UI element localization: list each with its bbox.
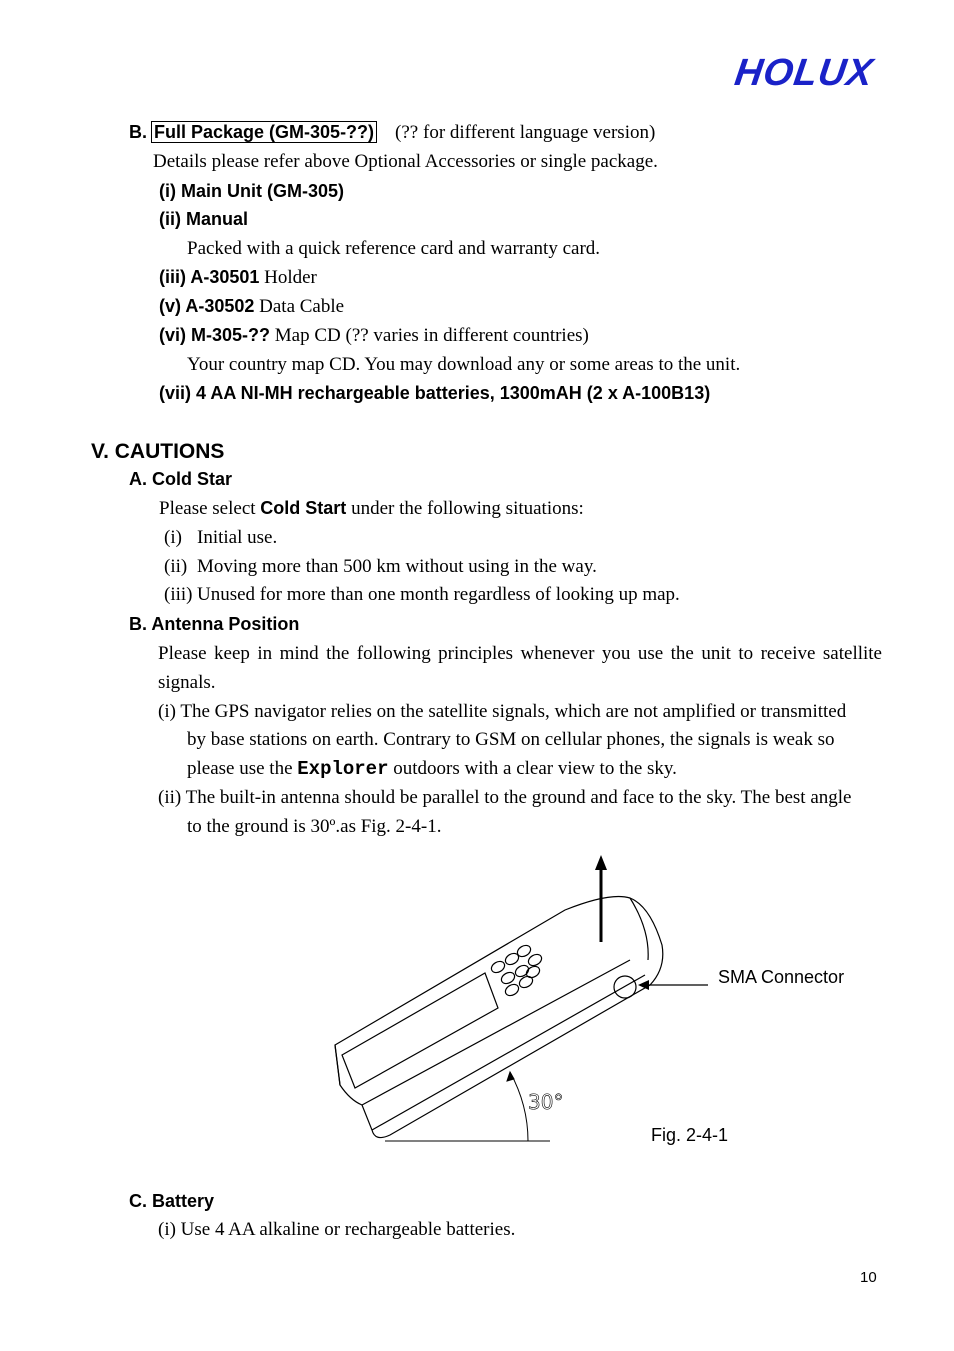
cold-item-num: (iii)	[164, 584, 193, 605]
antenna-title: B. Antenna Position	[129, 614, 300, 634]
full-package-heading	[129, 122, 655, 144]
map-cd-desc: Your country map CD. You may download any or some areas to the unit.	[187, 354, 741, 375]
cable-code: (v) A-30502	[159, 296, 255, 316]
package-details: Details please refer above Optional Accessories or single package.	[153, 151, 658, 172]
antenna-intro-line2: signals.	[158, 672, 216, 693]
intro-post: under the following situations:	[346, 498, 584, 519]
antenna-p2-line2: to the ground is 30º.as Fig. 2-4-1.	[187, 816, 442, 837]
cold-item-3	[164, 584, 680, 606]
gps-antenna-figure	[300, 850, 760, 1150]
holder-code: (iii) A-30501	[159, 267, 260, 287]
cold-item-text: Initial use.	[197, 527, 278, 548]
cold-item-text: Unused for more than one month regardless of looking up map.	[197, 584, 680, 605]
battery-item-1: (i) Use 4 AA alkaline or rechargeable batteries.	[158, 1219, 516, 1240]
sma-callout-arrow	[638, 980, 708, 990]
cold-item-num: (i)	[164, 527, 182, 548]
item-map-cd	[159, 325, 589, 347]
cold-start-title: A. Cold Star	[129, 469, 233, 489]
page-number: 10	[860, 1269, 877, 1286]
map-cd-code: (vi) M-305-??	[159, 325, 271, 345]
cable-text: Data Cable	[254, 296, 345, 317]
item-main-unit: (i) Main Unit (GM-305)	[159, 181, 344, 201]
item-holder	[159, 267, 317, 289]
cold-start-term: Cold Start	[260, 498, 347, 518]
section-prefix: B.	[129, 122, 147, 142]
holder-text: Holder	[259, 267, 317, 288]
figure-caption: Fig. 2-4-1	[651, 1125, 729, 1145]
cold-item-2	[164, 556, 597, 578]
manual-desc: Packed with a quick reference card and warranty card.	[187, 238, 601, 259]
p1-pre: please use the	[187, 758, 298, 779]
cautions-heading: V. CAUTIONS	[91, 440, 225, 463]
antenna-p2-line1: (ii) The built-in antenna should be parallel to the ground and face to the sky. The best angle	[158, 787, 852, 808]
cold-start-intro	[159, 498, 584, 520]
angle-indicator	[385, 1072, 550, 1141]
p1-post: outdoors with a clear view to the sky.	[388, 758, 677, 779]
cold-item-num: (ii)	[164, 556, 188, 577]
antenna-p1-line3	[187, 758, 677, 780]
cold-item-text: Moving more than 500 km without using in the way.	[197, 556, 597, 577]
antenna-p1-line2: by base stations on earth. Contrary to GSM on cellular phones, the signals is weak so	[187, 729, 835, 750]
antenna-p1-line1: (i) The GPS navigator relies on the satellite signals, which are not amplified or transmitted	[158, 701, 847, 722]
explorer-term: Explorer	[297, 758, 389, 780]
item-batteries: (vii) 4 AA NI-MH rechargeable batteries, 1300mAH (2 x A-100B13)	[159, 383, 711, 403]
antenna-intro-line1: Please keep in mind the following principles whenever you use the unit to receive satellite	[158, 643, 882, 664]
language-note: (?? for different language version)	[395, 122, 656, 143]
holux-logo: HOLUX	[732, 52, 877, 94]
intro-pre: Please select	[159, 498, 261, 519]
angle-label: 30°	[528, 1090, 564, 1114]
cold-item-1	[164, 527, 277, 549]
gps-device-drawing	[335, 897, 663, 1138]
map-cd-text: Map CD (?? varies in different countries)	[270, 325, 589, 346]
sma-connector-label: SMA Connector	[718, 967, 845, 987]
full-package-title: Full Package (GM-305-??)	[151, 121, 377, 143]
battery-title: C. Battery	[129, 1191, 215, 1211]
item-data-cable	[159, 296, 344, 318]
item-manual: (ii) Manual	[159, 209, 248, 229]
